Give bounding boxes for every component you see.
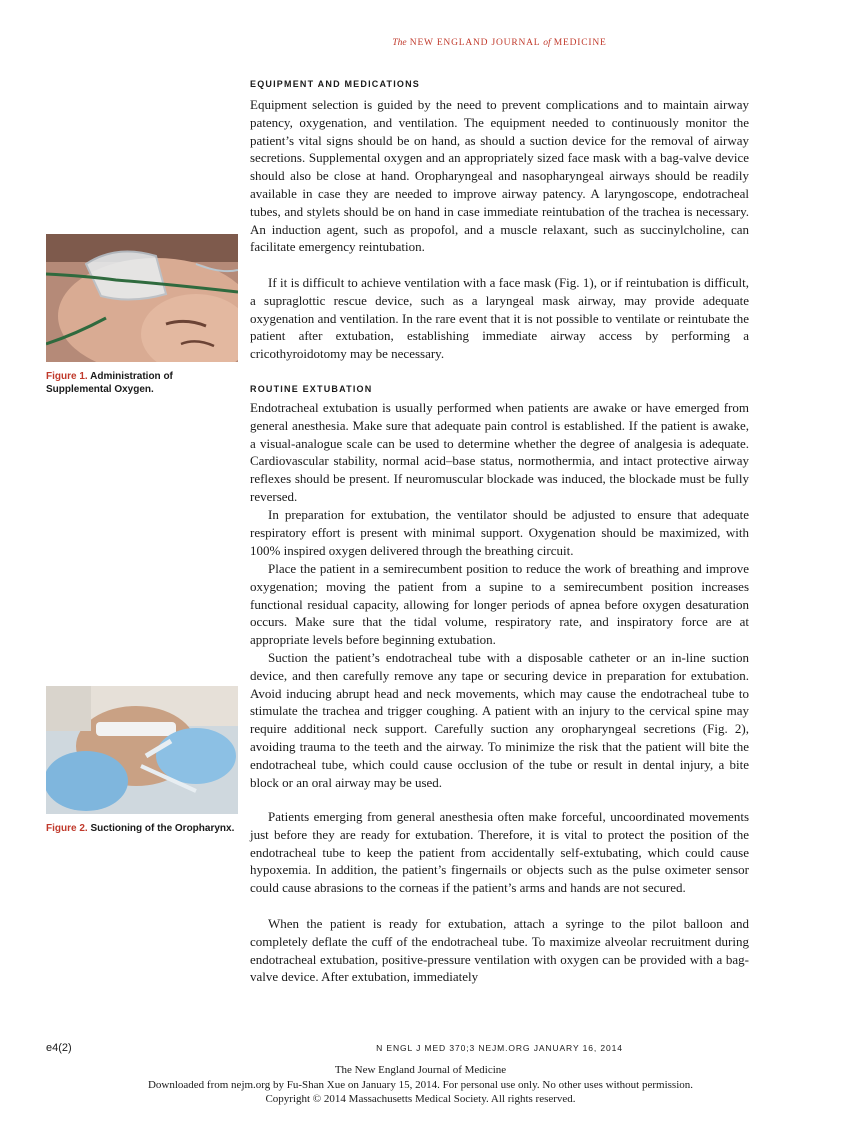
figure-2-caption-text: Suctioning of the Oropharynx. (90, 823, 235, 834)
section-heading-routine: ROUTINE EXTUBATION (250, 384, 373, 394)
paragraph: In preparation for extubation, the ventilator should be adjusted to ensure that adequate respiratory effort is present with minimal support. Oxygenation should be maximized, with 100% inspired oxygen delivered through the breathing circuit. (250, 507, 749, 558)
journal-header (250, 38, 749, 48)
figure-2-caption (46, 822, 241, 835)
journal-header-title: NEW ENGLAND JOURNAL (409, 38, 541, 48)
journal-header-of: of (543, 38, 551, 48)
paragraph: Equipment selection is guided by the need to prevent complications and to maintain airway patency, oxygenation, and ventilation. The equipment needed to continuously monitor the patient’s vital signs should be on hand, as should a suction device for the removal of airway secretions. Supplemental oxygen and an appropriately sized face mask with a bag-valve device should also be close at hand. Oropharyngeal and nasopharyngeal airways should be readily available in case they are needed to improve airway patency. A laryngoscope, endotracheal tubes, and stylets should be on hand in case immediate reintubation of the trachea is necessary. An induction agent, such as propofol, and a muscle relaxant, such as succinylcholine, can facilitate emergency reintubation. (250, 97, 749, 255)
figure-2-photo (46, 686, 238, 814)
figure-1-number: Figure 1. (46, 371, 88, 382)
figure-2-illustration (46, 686, 238, 814)
paragraph: Place the patient in a semirecumbent position to reduce the work of breathing and improve oxygenation; moving the patient from a supine to a semirecumbent position increases functional residual capacity, allowing for longer periods of apnea before oxygen desaturation occurs. Make sure that the tidal volume, respiratory rate, and inspiratory force are at appropriate levels before beginning extubation. (250, 561, 749, 648)
paragraph: Suction the patient’s endotracheal tube with a disposable catheter or an in-line suction device, and then carefully remove any tape or securing device in preparation for extubation. Avoid inducing abrupt head and neck movements, which may cause the endotracheal tube to stimulate the trachea and trigger coughing. A patient with an injury to the cervical spine may require additional neck support. Carefully suction any oropharyngeal secretions (Fig. 2), avoiding trauma to the teeth and the airway. To minimize the risk that the patient will bite the endotracheal tube, which could cause occlusion of the tube or result in dental injury, a bite block or an oral airway may be used. (250, 650, 749, 790)
journal-header-the: The (392, 38, 407, 48)
footer-citation: N ENGL J MED 370;3 NEJM.ORG JANUARY 16, 2014 (376, 1043, 623, 1053)
download-notice-line: Copyright © 2014 Massachusetts Medical Society. All rights reserved. (265, 1093, 576, 1105)
section-heading-equipment: EQUIPMENT AND MEDICATIONS (250, 79, 421, 89)
paragraph: When the patient is ready for extubation, attach a syringe to the pilot balloon and completely deflate the cuff of the endotracheal tube. To maximize alveolar recruitment during endotracheal extubation, positive-pressure ventilation with oxygen can be provided with a bag-valve device. After extubation, immediately (250, 916, 749, 985)
figure-1-caption (46, 370, 241, 396)
paragraph: Patients emerging from general anesthesia often make forceful, uncoordinated movements just before they are ready for extubation. Therefore, it is vital to protect the position of the endotracheal tube to keep the patient from accidentally self-extubating, which could cause hypoxemia. In addition, the patient’s fingernails or objects such as the pulse oximeter sensor could cause abrasions to the corneas if the patient’s arms and hands are not secured. (250, 809, 749, 896)
page-number: e4(2) (46, 1042, 72, 1054)
figure-1-caption-text: Administration of Supplemental Oxygen. (46, 371, 173, 395)
download-notice (0, 1063, 841, 1107)
figure-1-photo (46, 234, 238, 362)
download-notice-line: Downloaded from nejm.org by Fu-Shan Xue on January 15, 2014. For personal use only. No other uses without permission. (147, 1078, 694, 1091)
download-notice-line: The New England Journal of Medicine (334, 1064, 507, 1076)
figure-1-illustration (46, 234, 238, 362)
paragraph: If it is difficult to achieve ventilation with a face mask (Fig. 1), or if reintubation is difficult, a supraglottic rescue device, such as a laryngeal mask airway, may provide adequate oxygenation and ventilation. In the rare event that it is not possible to ventilate or reintubate the patient after extubation, establishing immediate airway access by performing a cricothyroidotomy may be necessary. (250, 275, 749, 362)
figure-2-number: Figure 2. (46, 823, 88, 834)
paragraph: Endotracheal extubation is usually performed when patients are awake or have emerged from general anesthesia. Make sure that adequate pain control is established. If the patient is awake, a visual-analogue scale can be used to determine whether the degree of analgesia is adequate. Cardiovascular stability, normal acid–base status, normothermia, and intact protective airway reflexes should be present. If neuromuscular blockade was induced, the blockade must be fully reversed. (250, 400, 749, 504)
journal-header-medicine: MEDICINE (553, 38, 607, 48)
